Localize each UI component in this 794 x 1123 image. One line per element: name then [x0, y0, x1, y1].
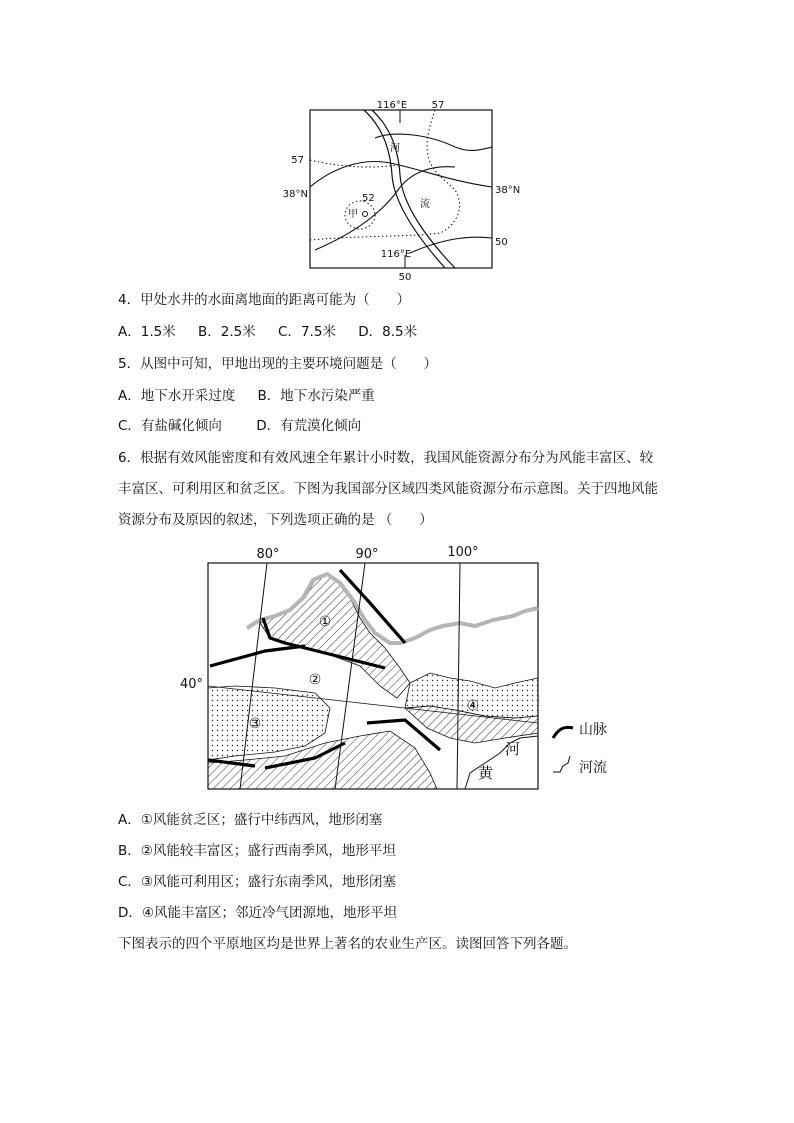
q4-option-b: B．2.5米 — [198, 324, 256, 340]
well-label: 甲 — [348, 209, 358, 220]
q6-stem-line2: 丰富区、可利用区和贫乏区。下图为我国部分区域四类风能资源分布示意图。关于四地风能 — [118, 481, 658, 497]
q5-stem: 5．从图中可知，甲地出现的主要环境问题是（ ） — [118, 356, 438, 372]
lon-90-label: 90° — [355, 547, 379, 562]
legend-river-symbol — [553, 756, 570, 772]
region-4-label: ④ — [466, 698, 480, 714]
mountain-range — [210, 646, 305, 666]
next-section-intro: 下图表示的四个平原地区均是世界上著名的农业生产区。读图回答下列各题。 — [118, 936, 577, 952]
lat-right-label: 38°N — [495, 185, 521, 196]
lat-left-label: 38°N — [282, 189, 308, 200]
q4-stem: 4．甲处水井的水面离地面的距离可能为（ ） — [118, 292, 411, 308]
river-he-label: 河 — [505, 740, 521, 758]
contour-57-left: 57 — [291, 155, 304, 166]
river — [372, 110, 455, 268]
lon-top-label: 116°E — [376, 100, 408, 111]
legend-river-label: 河流 — [579, 760, 607, 776]
lon-80-label: 80° — [256, 547, 280, 562]
region-1-area — [260, 574, 410, 698]
river-char-2: 流 — [420, 199, 430, 210]
q5-option-d: D．有荒漠化倾向 — [256, 418, 362, 434]
contour-map-figure — [280, 95, 530, 285]
wind-energy-map-figure — [175, 538, 625, 798]
isoline-dotted — [310, 160, 398, 167]
q6-stem-line1: 6．根据有效风能密度和有效风速全年累计小时数，我国风能资源分布分为风能丰富区、较 — [118, 450, 654, 466]
legend-mountain-label: 山脉 — [579, 722, 607, 738]
q4-option-d: D．8.5米 — [358, 324, 418, 340]
region-3-label: ③ — [248, 716, 262, 732]
q4-option-c: C．7.5米 — [278, 324, 336, 340]
legend-mountain-symbol — [553, 727, 573, 738]
region-2-label: ② — [308, 672, 322, 688]
contour-57-top: 57 — [431, 100, 445, 111]
lon-100-label: 100° — [447, 545, 479, 560]
contour-50-right: 50 — [495, 237, 508, 248]
lon-bottom-label: 116°E — [380, 249, 412, 260]
q5-option-b: B．地下水污染严重 — [257, 388, 375, 404]
q6-option-b: B．②风能较丰富区；盛行西南季风，地形平坦 — [118, 843, 396, 859]
lat-40-label: 40° — [179, 677, 203, 692]
well-point — [363, 212, 368, 217]
contour-line — [315, 167, 455, 250]
contour-52: 52 — [362, 193, 375, 204]
contour-50-bottom: 50 — [398, 272, 412, 283]
q6-stem-line3: 资源分布及原因的叙述，下列选项正确的是 （ ） — [118, 512, 433, 528]
q5-options-row2 — [118, 416, 379, 436]
q6-option-c: C．③风能可利用区；盛行东南季风，地形闭塞 — [118, 874, 397, 890]
river-huanghe — [465, 736, 538, 789]
meridian-80 — [240, 563, 267, 789]
q4-option-a: A．1.5米 — [118, 324, 176, 340]
region-1-label: ① — [318, 614, 332, 630]
q4-options — [118, 322, 435, 342]
q5-options-row1 — [118, 386, 393, 406]
q6-option-a: A．①风能贫乏区；盛行中纬西风，地形闭塞 — [118, 812, 383, 828]
river-huang-label: 黄 — [478, 764, 494, 782]
q6-option-d: D．④风能丰富区；邻近冷气团源地，地形平坦 — [118, 905, 397, 921]
meridian-100 — [457, 563, 460, 789]
q5-option-a: A．地下水开采过度 — [118, 388, 236, 404]
river-char-1: 河 — [390, 143, 400, 154]
q5-option-c: C．有盐碱化倾向 — [118, 418, 222, 434]
